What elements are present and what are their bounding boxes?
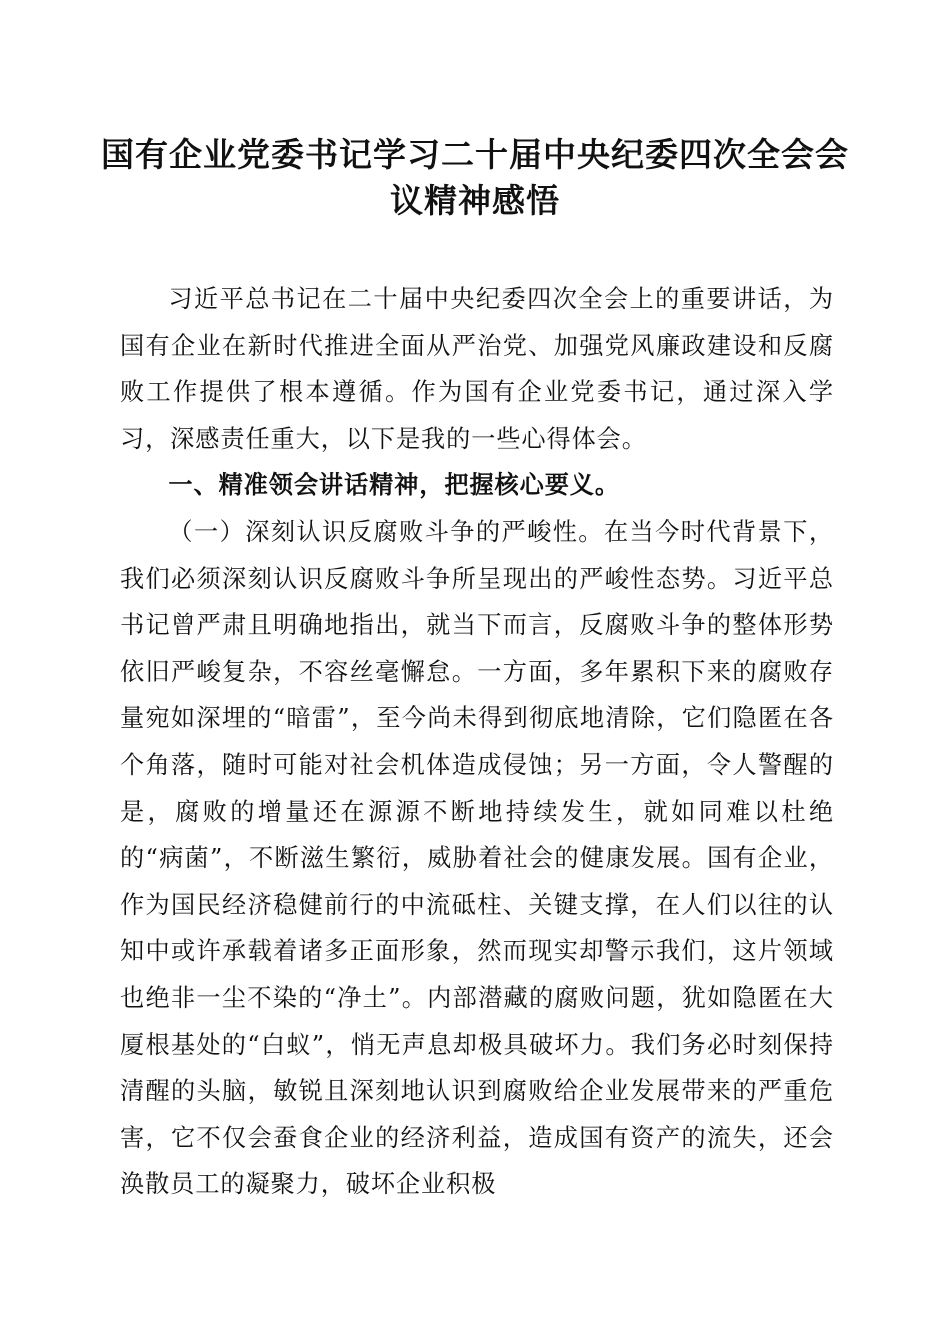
document-title: 国有企业党委书记学习二十届中央纪委四次全会会议精神感悟 — [101, 135, 849, 220]
section-heading: 一、精准领会讲话精神，把握核心要义。 — [168, 471, 620, 500]
subsection-heading: （一）深刻认识反腐败斗争的严峻性。 — [168, 517, 604, 546]
document-body — [120, 276, 834, 1208]
intro-paragraph: 习近平总书记在二十届中央纪委四次全会上的重要讲话，为国有企业在新时代推进全面从严治党、加强党风廉政建设和反腐败工作提供了根本遵循。作为国有企业党委书记，通过深入学习，深感责任重大，以下是我的一些心得体会。 — [120, 285, 834, 453]
subsection-text: 在当今时代背景下，我们必须深刻认识反腐败斗争所呈现出的严峻性态势。习近平总书记曾严肃且明确地指出，就当下而言，反腐败斗争的整体形势依旧严峻复杂，不容丝毫懈怠。一方面，多年累积下来的腐败存量宛如深埋的“暗雷”，至今尚未得到彻底地清除，它们隐匿在各个角落，随时可能对社会机体造成侵蚀；另一方面，令人警醒的是，腐败的增量还在源源不断地持续发生，就如同难以杜绝的“病菌”，不断滋生繁衍，威胁着社会的健康发展。国有企业，作为国民经济稳健前行的中流砥柱、关键支撑，在人们以往的认知中或许承载着诸多正面形象，然而现实却警示我们，这片领域也绝非一尘不染的“净土”。内部潜藏的腐败问题，犹如隐匿在大厦根基处的“白蚁”，悄无声息却极具破坏力。我们务必时刻保持清醒的头脑，敏锐且深刻地认识到腐败给企业发展带来的严重危害，它不仅会蚕食企业的经济利益，造成国有资产的流失，还会涣散员工的凝聚力，破坏企业积极 — [120, 517, 834, 1199]
subsection-paragraph — [120, 509, 834, 1208]
